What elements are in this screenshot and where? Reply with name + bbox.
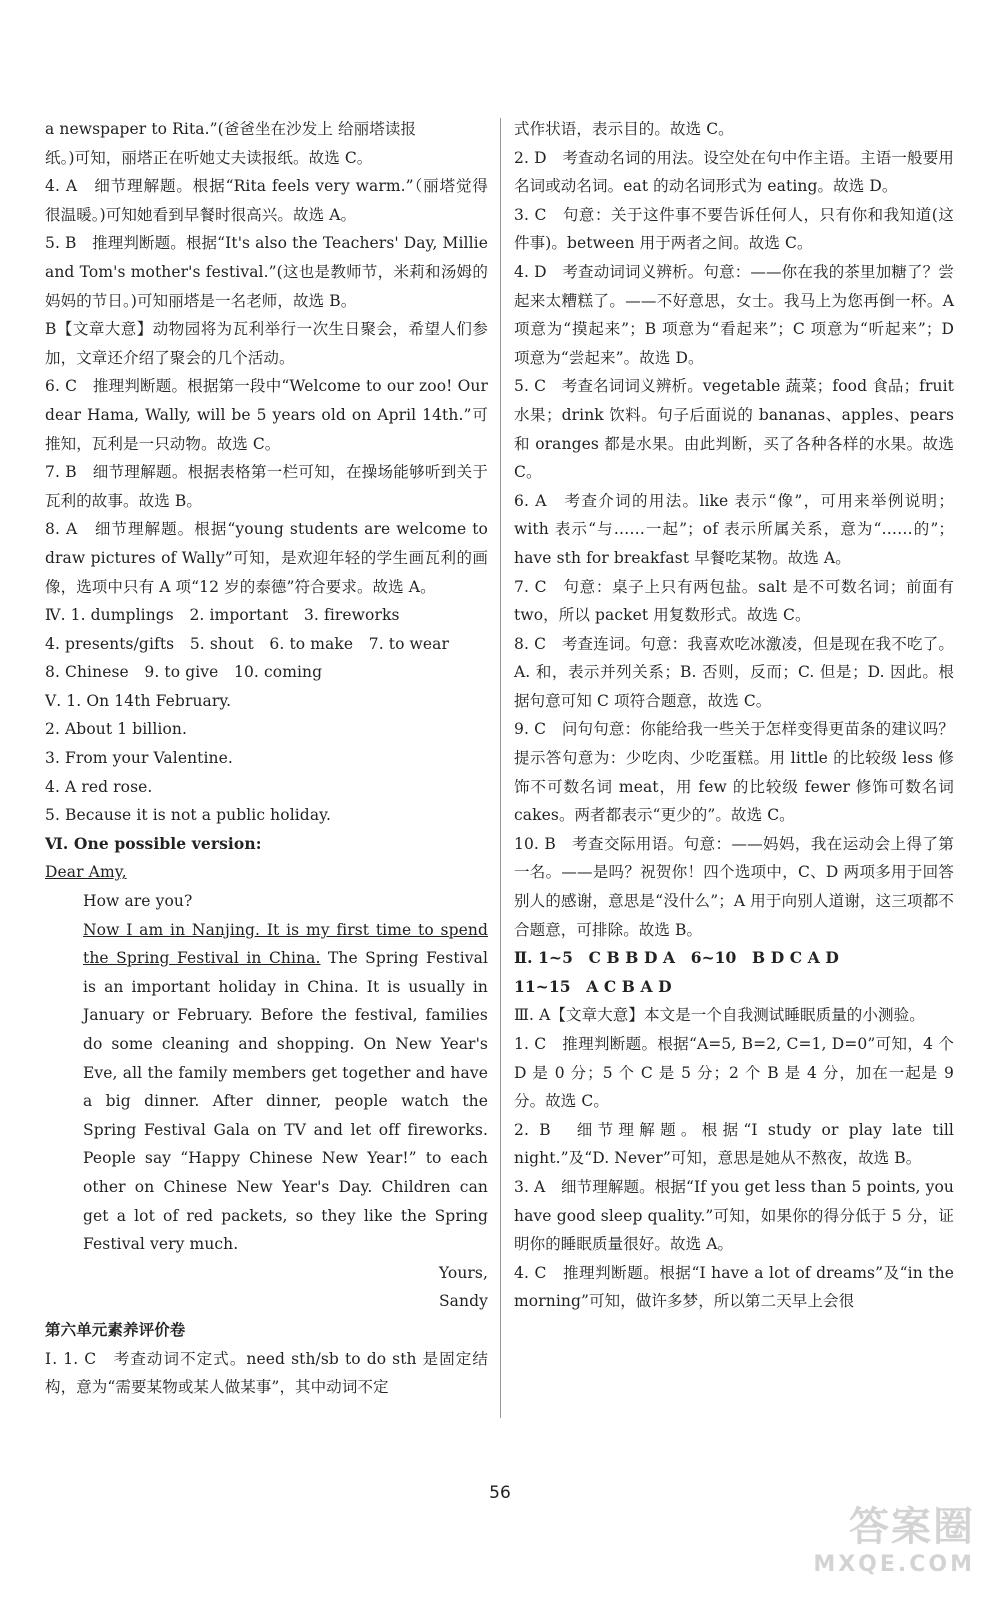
answer-7: 7. C 句意：桌子上只有两包盐。salt 是不可数名词；前面有 two，所以 packet 用复数形式。故选 C。 (514, 577, 954, 625)
answer-5: 5. B 推理判断题。根据“It's also the Teachers' Day, Millie and Tom's mother's festival.”(这也是教师节，米莉和汤姆的妈妈的节日。)可知丽塔是一名老师，故选 B。 (45, 234, 488, 310)
answer-8: 8. A 细节理解题。根据“young students are welcome to draw pictures of Wally”可知，是欢迎年轻的学生画瓦利的画像，选项中只有 A 项“12 岁的泰德”符合要求。故选 A。 (45, 520, 488, 596)
section-ii-answers-2: 11~15 A C B A D (514, 976, 672, 996)
section-v-answer-2: 2. About 1 billion. (45, 720, 187, 739)
answer-5: 5. C 考查名词词义辨析。vegetable 蔬菜；food 食品；fruit 水果；drink 饮料。句子后面说的 bananas、apples、pears 和 oranges 都是水果。由此判断，买了各种各样的水果。故选 C。 (514, 377, 954, 482)
page-number: 56 (489, 1483, 511, 1503)
section-v-answer-1: Ⅴ. 1. On 14th February. (45, 691, 232, 710)
left-column (45, 115, 488, 1402)
answer-10: 10. B 考查交际用语。句意：——妈妈，我在运动会上得了第一名。——是吗？祝贺你！四个选项中，C、D 两项多用于回答别人的感谢，意思是“没什么”；A 用于向别人道谢，这三项都不合题意，可排除。故选 B。 (514, 834, 954, 939)
answer-line: a newspaper to Rita.”(爸爸坐在沙发上 给丽塔读报 (45, 120, 417, 138)
answer-4: 4. A 细节理解题。根据“Rita feels very warm.”（丽塔觉得很温暖。)可知她看到早餐时很高兴。故选 A。 (45, 177, 488, 224)
section-iv-row-2: 4. presents/gifts 5. shout 6. to make 7. to wear (45, 634, 450, 653)
letter-intro-sentence: Now I am in Nanjing. It is my first time to spend the Spring Festival in China. (83, 920, 488, 968)
section-vi-heading: Ⅵ. One possible version: (45, 833, 262, 853)
answer-9: 9. C 问句句意：你能给我一些关于怎样变得更苗条的建议吗？提示答句意为：少吃肉、少吃蛋糕。用 little 的比较级 less 修饰不可数名词 meat，用 few 的比较级 fewer 修饰可数名词 cakes。两者都表示“更少的”。故选 C。 (514, 720, 954, 825)
section-iii-answer-1: 1. C 推理判断题。根据“A=5, B=2, C=1, D=0”可知，4 个 D 是 0 分；5 个 C 是 5 分；2 个 B 是 4 分，加在一起是 9 分。故选 C。 (514, 1035, 954, 1111)
right-column (514, 115, 954, 1316)
section-iv-row-3: 8. Chinese 9. to give 10. coming (45, 663, 323, 682)
unit-six-title: 第六单元素养评价卷 (45, 1320, 186, 1339)
watermark-logo-text: 答案圈 (849, 1504, 975, 1550)
letter-closing: Yours, (438, 1263, 488, 1282)
site-watermark (795, 1495, 975, 1590)
letter-body-text: The Spring Festival is an important holiday in China. It is usually in January or February. Before the festival, families do some cleaning and shopping. On New Year's Eve, all the family members get together and have a big dinner. After dinner, people watch the Spring Festival Gala on TV and let off fireworks. People say “Happy Chinese New Year!” to each other on Chinese New Year's Day. Children can get a lot of red packets, so they like the Spring Festival very much. (83, 949, 489, 1254)
column-divider (500, 118, 501, 1418)
section-iii-answer-2: 2. B 细节理解题。根据“I study or play late till night.”及“D. Never”可知，意思是她从不熬夜，故选 B。 (514, 1120, 954, 1168)
section-v-answer-5: 5. Because it is not a public holiday. (45, 806, 331, 825)
section-iii-answer-4: 4. C 推理判断题。根据“I have a lot of dreams”及“in the morning”可知，做许多梦，所以第二天早上会很 (514, 1263, 954, 1311)
answer-line: 式作状语，表示目的。故选 C。 (514, 120, 734, 138)
answer-6: 6. C 推理判断题。根据第一段中“Welcome to our zoo! Our dear Hama, Wally, will be 5 years old on April 14th.”可推知，瓦利是一只动物。故选 C。 (45, 377, 488, 453)
answer-2: 2. D 考查动名词的用法。设空处在句中作主语。主语一般要用名词或动名词。eat 的动名词形式为 eating。故选 D。 (514, 148, 954, 196)
answer-3: 3. C 句意：关于这件事不要告诉任何人，只有你和我知道(这件事)。between 用于两者之间。故选 C。 (514, 205, 954, 253)
letter-body (45, 916, 488, 1259)
section-ii-answers-1: Ⅱ. 1~5 C B B D A 6~10 B D C A D (514, 948, 839, 968)
answer-4: 4. D 考查动词词义辨析。句意：——你在我的茶里加糖了？尝起来太糟糕了。——不好意思，女士。我马上为您再倒一杯。A 项意为“摸起来”；B 项意为“看起来”；C 项意为“听起来”；D 项意为“尝起来”。故选 D。 (514, 262, 954, 367)
unit-six-answer-1: Ⅰ. 1. C 考查动词不定式。need sth/sb to do sth 是固定结构，意为“需要某物或某人做某事”，其中动词不定 (45, 1349, 488, 1397)
answer-6: 6. A 考查介词的用法。like 表示“像”，可用来举例说明；with 表示“与……一起”；of 表示所属关系，意为“……的”；have sth for breakfast 早餐吃某物。故选 A。 (514, 491, 954, 567)
letter-opening: How are you? (83, 892, 193, 911)
answer-8: 8. C 考查连词。句意：我喜欢吃冰激凌，但是现在我不吃了。A. 和，表示并列关系；B. 否则，反而；C. 但是；D. 因此。根据句意可知 C 项符合题意，故选 C。 (514, 634, 954, 710)
section-iv-row-1: Ⅳ. 1. dumplings 2. important 3. fireworks (45, 606, 400, 625)
letter-signature: Sandy (438, 1292, 488, 1311)
section-iii-answer-3: 3. A 细节理解题。根据“If you get less than 5 points, you have good sleep quality.”可知，如果你的得分低于 5 分，证明你的睡眠质量很好。故选 A。 (514, 1177, 954, 1254)
answer-7: 7. B 细节理解题。根据表格第一栏可知，在操场能够听到关于瓦利的故事。故选 B。 (45, 463, 488, 510)
watermark-url: MXQE.COM (813, 1552, 975, 1577)
section-v-answer-4: 4. A red rose. (45, 777, 153, 796)
section-v-answer-3: 3. From your Valentine. (45, 749, 233, 768)
answer-line: 纸。)可知，丽塔正在听她丈夫读报纸。故选 C。 (45, 148, 373, 167)
letter-greeting: Dear Amy, (45, 863, 127, 882)
section-iii-summary: Ⅲ. A【文章大意】本文是一个自我测试睡眠质量的小测验。 (514, 1006, 925, 1025)
passage-b-summary: B【文章大意】动物园将为瓦利举行一次生日聚会，希望人们参加，文章还介绍了聚会的几个活动。 (45, 320, 488, 367)
